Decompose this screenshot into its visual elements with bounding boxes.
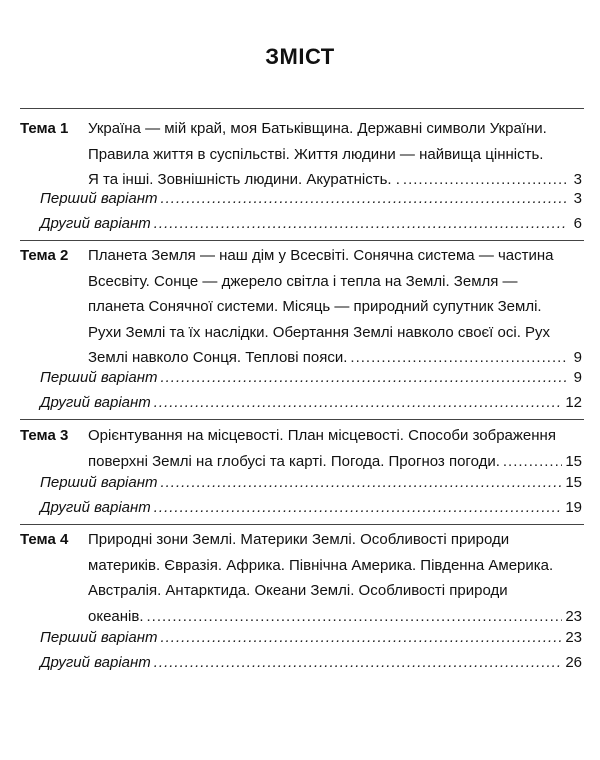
variant-page: 15 xyxy=(565,474,582,491)
variant-label: Перший варіант xyxy=(40,629,158,646)
divider xyxy=(20,108,584,109)
topic-3-variant-2[interactable] xyxy=(40,495,582,521)
dot-leader xyxy=(154,650,563,676)
variant-label: Другий варіант xyxy=(40,394,151,411)
topic-2-line: Землі навколо Сонця. Теплові пояси. xyxy=(88,349,348,366)
topic-1-page: 3 xyxy=(573,171,582,188)
variant-label: Другий варіант xyxy=(40,654,151,671)
dot-leader xyxy=(154,390,563,416)
variant-page: 12 xyxy=(565,394,582,411)
topic-2-label: Тема 2 xyxy=(20,247,69,264)
topic-4-line: материків. Євразія. Африка. Північна Америка. Південна Америка. xyxy=(88,556,554,574)
divider xyxy=(20,419,584,420)
topic-3-description xyxy=(88,423,582,474)
variant-page: 3 xyxy=(573,190,582,207)
topic-1-description xyxy=(88,116,582,193)
topic-2-page: 9 xyxy=(573,349,582,366)
dot-leader xyxy=(154,211,567,237)
topic-4-description xyxy=(88,527,582,629)
topic-1-variant-1[interactable] xyxy=(40,186,582,212)
variant-page: 6 xyxy=(573,215,582,232)
topic-3-label: Тема 3 xyxy=(20,427,69,444)
page-title: ЗМІСТ xyxy=(265,44,335,69)
variant-label: Перший варіант xyxy=(40,474,158,491)
variant-label: Другий варіант xyxy=(40,499,151,516)
topic-2-line: Рухи Землі та їх наслідки. Обертання Землі навколо своєї осі. Рух xyxy=(88,323,551,341)
topic-1-line: Правила життя в суспільстві. Життя людини — найвища цінність. xyxy=(88,145,544,163)
topic-1-line: Україна — мій край, моя Батьківщина. Державні символи України. xyxy=(88,120,547,137)
topic-4-page: 23 xyxy=(565,607,582,625)
topic-3-page: 15 xyxy=(565,452,582,470)
variant-page: 9 xyxy=(573,369,582,386)
topic-3-variant-1[interactable] xyxy=(40,470,582,496)
dot-leader xyxy=(160,186,567,212)
variant-label: Другий варіант xyxy=(40,215,151,232)
topic-1-line: Я та інші. Зовнішність людини. Акуратність. . xyxy=(88,171,400,188)
topic-4-line: океанів. xyxy=(88,607,144,625)
topic-1-variant-2[interactable] xyxy=(40,211,582,237)
topic-4-label: Тема 4 xyxy=(20,531,69,548)
variant-page: 23 xyxy=(565,629,582,646)
topic-4-variant-2[interactable] xyxy=(40,650,582,676)
topic-3-line: поверхні Землі на глобусі та карті. Погода. Прогноз погоди. xyxy=(88,452,500,470)
topic-2-line: Всесвіту. Сонце — джерело світла і тепла на Землі. Земля — xyxy=(88,272,518,290)
topic-2-variant-2[interactable] xyxy=(40,390,582,416)
dot-leader xyxy=(160,365,567,391)
variant-label: Перший варіант xyxy=(40,190,158,207)
variant-page: 19 xyxy=(565,499,582,516)
topic-2-description xyxy=(88,243,582,371)
topic-2-variant-1[interactable] xyxy=(40,365,582,391)
topic-1-label: Тема 1 xyxy=(20,120,69,137)
topic-4-line: Природні зони Землі. Материки Землі. Особливості природи xyxy=(88,531,510,548)
topic-4-line: Австралія. Антарктида. Океани Землі. Особливості природи xyxy=(88,582,508,599)
topic-3-line: Орієнтування на місцевості. План місцевості. Способи зображення xyxy=(88,427,556,444)
dot-leader xyxy=(160,470,562,496)
variant-label: Перший варіант xyxy=(40,369,158,386)
topic-4-variant-1[interactable] xyxy=(40,625,582,651)
topic-2-line: планета Сонячної системи. Місяць — природний супутник Землі. xyxy=(88,298,542,315)
divider xyxy=(20,524,584,525)
topic-2-line: Планета Земля — наш дім у Всесвіті. Сонячна система — частина xyxy=(88,247,554,264)
divider xyxy=(20,240,584,241)
dot-leader xyxy=(154,495,563,521)
variant-page: 26 xyxy=(565,654,582,671)
dot-leader xyxy=(160,625,562,651)
